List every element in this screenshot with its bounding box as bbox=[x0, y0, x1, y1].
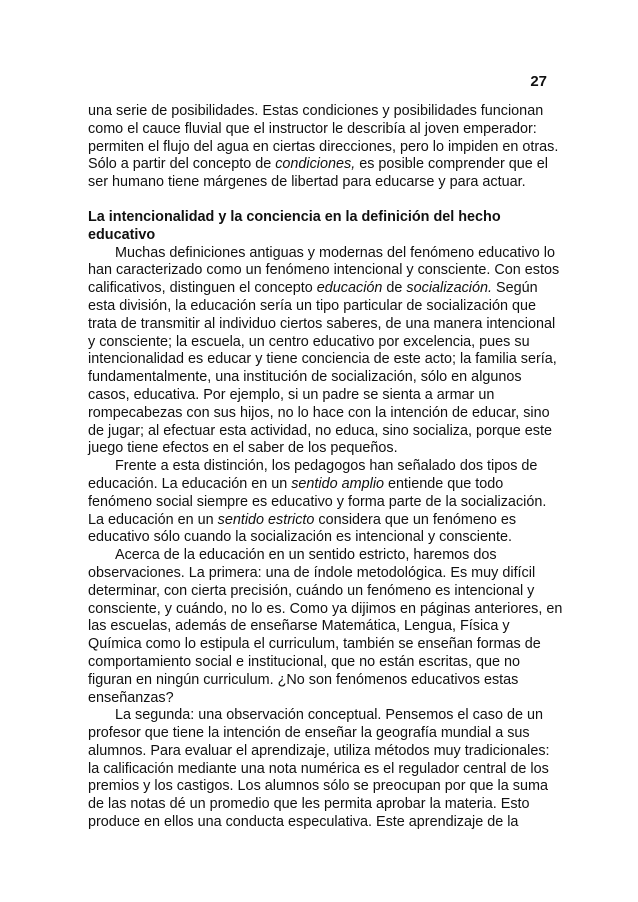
text-run: de bbox=[382, 280, 407, 297]
text-run: considera que un fenómeno es educativo sólo cuando la socialización es intencional y consciente. bbox=[88, 511, 517, 546]
page-number: 27 bbox=[530, 73, 547, 90]
text-run: es posible comprender que el ser humano tiene márgenes de libertad para educarse y para actuar. bbox=[88, 156, 548, 191]
paragraph-continuation bbox=[88, 103, 563, 192]
text-run: entiende que todo fenómeno social siempre es educativo y forma parte de la socialización. La educación en un bbox=[88, 475, 547, 528]
paragraph-observacion-metodologica: Acerca de la educación en un sentido estricto, haremos dos observaciones. La primera: una de índole metodológica. Es muy difícil determinar, con cierta precisión, cuándo un fenómeno es intencional y consciente, y cuándo, no lo es. Como ya dijimos en páginas anteriores, en las escuelas, además de enseñarse Matemática, Lengua, Física y Química como lo estipula el curriculum, también se enseñan formas de comportamiento social e institucional, que no están escritas, que no figuran en ningún curriculum. ¿No son fenómenos educativos estas enseñanzas? bbox=[88, 547, 563, 706]
paragraph-definiciones bbox=[88, 245, 563, 459]
emphasis-condiciones: condiciones, bbox=[275, 156, 356, 173]
text-run: Frente a esta distinción, los pedagogos han señalado dos tipos de educación. La educación en un bbox=[88, 458, 538, 492]
emphasis-socializacion: socialización. bbox=[406, 280, 493, 297]
emphasis-educacion: educación bbox=[316, 280, 383, 297]
text-run: Según esta división, la educación sería un tipo particular de socialización que trata de transmitir al individuo ciertos saberes, de una manera intencional y consciente; la escuela, un centro educativo por excelencia, pues su intencionalidad es educar y tiene conciencia de este acto; la familia sería, fundamentalmente, una institución de socialización, sólo en algunos casos, educativa. Por ejemplo, si un padre se sienta a armar un rompecabezas con sus hijos, no lo hace con la intención de educar, sino de jugar; al efectuar esta actividad, no educa, sino socializa, porque este juego tiene efectos en el saber de los pequeños. bbox=[88, 280, 557, 457]
paragraph-observacion-conceptual: La segunda: una observación conceptual. Pensemos el caso de un profesor que tiene la intención de enseñar la geografía mundial a sus alumnos. Para evaluar el aprendizaje, utiliza métodos muy tradicionales: la calificación mediante una nota numérica es el regulador central de los premios y los castigos. Los alumnos sólo se preocupan por que la suma de las notas dé un promedio que les permita aprobar la materia. Esto produce en ellos una conducta especulativa. Este aprendizaje de la bbox=[88, 707, 550, 831]
body-text bbox=[88, 103, 563, 832]
emphasis-sentido-amplio: sentido amplio bbox=[291, 475, 385, 492]
section-heading: La intencionalidad y la conciencia en la definición del hecho educativo bbox=[88, 208, 501, 243]
text-run: una serie de posibilidades. Estas condiciones y posibilidades funcionan como el cauce fluvial que el instructor le describía al joven emperador: permiten el flujo del agua en ciertas direcciones, pero lo impiden en otras. Sólo a partir del concepto de bbox=[88, 103, 559, 173]
text-run: Muchas definiciones antiguas y modernas del fenómeno educativo lo han caracterizado como un fenómeno intencional y consciente. Con estos calificativos, distinguen el concepto bbox=[88, 244, 560, 297]
emphasis-sentido-estricto: sentido estricto bbox=[217, 511, 315, 528]
paragraph-tipos-educacion bbox=[88, 458, 563, 547]
